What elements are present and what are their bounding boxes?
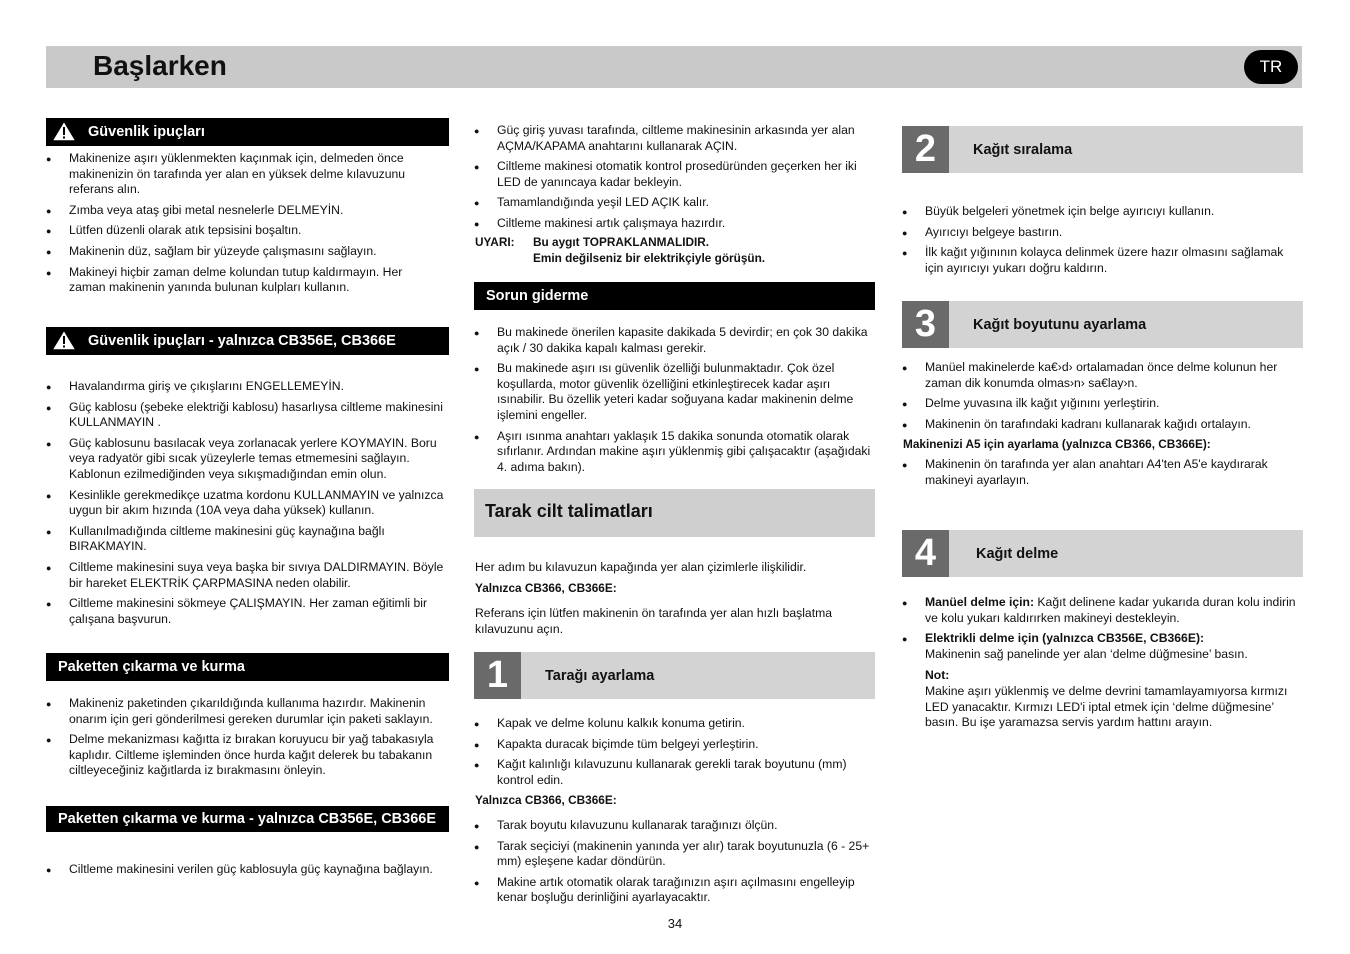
troubleshooting-list [474,325,876,480]
page-header [46,46,1302,88]
list-item: ● Güç kablosu (şebeke elektriği kablosu) hasarlıysa ciltleme makinesini KULLANMAYIN . [46,400,448,431]
step-title: Kağıt delme [976,545,1059,562]
list-item: ● Kapakta duracak biçimde tüm belgeyi yerleştirin. [474,737,876,753]
step-4-heading [902,530,1303,577]
list-item: ● Makineniz paketinden çıkarıldığında kullanıma hazırdır. Makinenin onarım için geri gönderilmesi gereken durumlar için paketi saklayın. [46,696,448,727]
list-item: ● Ciltleme makinesini sökmeye ÇALIŞMAYIN. Her zaman eğitimli bir çalışana başvurun. [46,596,448,627]
list-item: ● Makinenin ön tarafında yer alan anahtarı A4'ten A5'e kaydırarak makineyi ayarlayın. [902,457,1304,488]
list-item: ● Tarak seçiciyi (makinenin yanında yer alır) tarak boyutunuzla (6 - 25+ mm) eşleşene kadar döndürün. [474,839,876,870]
list-item: ● Ayırıcıyı belgeye bastırın. [902,225,1302,241]
unpacking-list [46,696,448,784]
unpacking-electric-heading: Paketten çıkarma ve kurma - yalnızca CB356E, CB366E [46,806,449,832]
list-item: ● Delme mekanizması kağıtta iz bırakan koruyucu bir yağ tabakasıyla kaplıdır. Ciltleme işleminden önce hurda kağıt delerek bu tabakanın ciltleyeceğiniz kağıtlarda iz bırakmasını önleyin. [46,732,448,779]
power-on-list [474,123,874,237]
step-title: Kağıt boyutunu ayarlama [973,316,1147,333]
warning-icon [51,120,77,142]
safety-tips-electric-heading: Güvenlik ipuçları - yalnızca CB356E, CB366E [46,327,449,355]
comb-binding-heading: Tarak cilt talimatları [474,489,875,537]
list-item: ● İlk kağıt yığınının kolayca delinmek üzere hazır olmasını sağlamak için ayırıcıyı yukarı doğru kaldırın. [902,245,1302,276]
list-item: ● Manüel makinelerde ka€›d› ortalamadan önce delme kolunun her zaman dik konumda olmas›n› sa€lay›n. [902,360,1304,391]
step-2-list [902,204,1302,281]
list-item: ● Manüel delme için: Kağıt delinene kadar yukarıda duran kolu indirin ve kolu yukarı kaldırırken makineyi destekleyin. [902,595,1304,626]
unpacking-electric-list [46,862,436,883]
list-item: ● Makinenin düz, sağlam bir yüzeyde çalışmasını sağlayın. [46,244,436,260]
safety-tips-list [46,151,436,301]
step-title: Kağıt sıralama [973,141,1073,158]
list-item: ● Lütfen düzenli olarak atık tepsisini boşaltın. [46,223,436,239]
list-item: ● Kağıt kalınlığı kılavuzunu kullanarak gerekli tarak boyutunu (mm) kontrol edin. [474,757,876,788]
warning-note: UYARI: Bu aygıt TOPRAKLANMALIDIR. Emin değilseniz bir elektrikçiyle görüşün. [475,235,766,265]
list-item: ● Güç giriş yuvası tarafında, ciltleme makinesinin arkasında yer alan AÇMA/KAPAMA anahtarını kullanarak AÇIN. [474,123,874,154]
list-item: ● Ciltleme makinesi artık çalışmaya hazırdır. [474,216,874,232]
list-item: ● Bu makinede önerilen kapasite dakikada 5 devirdir; en çok 30 dakika açık / 30 dakika kapalı kalması gerekir. [474,325,876,356]
page-number: 34 [667,916,683,931]
step-3-a5-note: Makinenizi A5 için ayarlama (yalnızca CB366, CB366E): [903,437,1211,451]
step-4-list [902,595,1304,736]
step-1-list [474,716,876,793]
list-item: ● Kullanılmadığında ciltleme makinesini güç kaynağına bağlı BIRAKMAYIN. [46,524,448,555]
warning-icon [51,329,77,351]
language-badge: TR [1244,50,1298,84]
troubleshooting-heading: Sorun giderme [474,282,875,310]
comb-only-note: Yalnızca CB366, CB366E: [475,581,617,595]
list-item: ● Makinenin ön tarafındaki kadranı kullanarak kağıdı ortalayın. [902,417,1304,433]
list-item: ● Aşırı ısınma anahtarı yaklaşık 15 dakika sonunda otomatik olarak sıfırlanır. Ardından makine aşırı yüklenmiş gibi çalışacaktır (aşağıdaki 4. adıma bakın). [474,429,876,476]
page-title: Başlarken [93,50,227,81]
list-item: ● Elektrikli delme için (yalnızca CB356E, CB366E): Makinenin sağ panelinde yer alan ‘delme düğmesine’ basın. Not: Makine aşırı yüklenmiş ve delme devrini tamamlayamıyorsa kırmızı LED yanacaktır. Kırmızı LED'i iptal etmek için ‘delme düğmesine’ basın. Bu işe yaramazsa servis yardım hattını arayın. [902,631,1304,731]
list-item: ● Delme yuvasına ilk kağıt yığınını yerleştirin. [902,396,1304,412]
step-number: 4 [902,530,949,577]
step-3-list [902,360,1304,437]
unpacking-heading: Paketten çıkarma ve kurma [46,653,449,681]
step-number: 3 [902,301,949,348]
safety-tips-electric-list [46,379,448,632]
list-item: ● Kapak ve delme kolunu kalkık konuma getirin. [474,716,876,732]
list-item: ● Kesinlikle gerekmedikçe uzatma kordonu KULLANMAYIN ve yalnızca uygun bir akım hızında (10A veya daha yüksek) kullanın. [46,488,448,519]
list-item: ● Makineyi hiçbir zaman delme kolundan tutup kaldırmayın. Her zaman makinenin yanında bulunan kulpları kullanın. [46,265,436,296]
list-item: ● Tarak boyutu kılavuzunu kullanarak tarağınızı ölçün. [474,818,876,834]
step-1-only-note: Yalnızca CB366, CB366E: [475,793,617,807]
list-item: ● Büyük belgeleri yönetmek için belge ayırıcıyı kullanın. [902,204,1302,220]
safety-tips-heading: Güvenlik ipuçları [46,118,449,146]
list-item: ● Güç kablosunu basılacak veya zorlanacak yerlere KOYMAYIN. Boru veya radyatör gibi sıcak yüzeylerle temas etmemesini sağlayın. Kablonun ezilmediğinden veya sıkışmadığından emin olun. [46,436,448,483]
step-3-heading [902,301,1303,348]
comb-intro: Her adım bu kılavuzun kapağında yer alan çizimlerle ilişkilidir. [475,560,807,574]
list-item: ● Havalandırma giriş ve çıkışlarını ENGELLEMEYİN. [46,379,448,395]
list-item: ● Makine artık otomatik olarak tarağınızın aşırı açılmasını engelleyip kenar boşluğu derinliğini ayarlayacaktır. [474,875,876,906]
step-2-heading [902,126,1303,173]
list-item: ● Ciltleme makinesi otomatik kontrol prosedüründen geçerken her iki LED de yanıncaya kadar bekleyin. [474,159,874,190]
comb-reference: Referans için lütfen makinenin ön tarafında yer alan hızlı başlatma kılavuzunu açın. [475,606,833,636]
list-item: ● Tamamlandığında yeşil LED AÇIK kalır. [474,195,874,211]
step-title: Tarağı ayarlama [545,667,655,684]
step-1-list-2 [474,818,876,911]
step-number: 1 [474,652,521,699]
list-item: ● Ciltleme makinesini verilen güç kablosuyla güç kaynağına bağlayın. [46,862,436,878]
step-1-heading [474,652,875,699]
list-item: ● Zımba veya ataş gibi metal nesnelerle DELMEYİN. [46,203,436,219]
list-item: ● Ciltleme makinesini suya veya başka bir sıvıya DALDIRMAYIN. Böyle bir hareket ELEKTRİK ÇARPMASINA neden olabilir. [46,560,448,591]
list-item: ● Bu makinede aşırı ısı güvenlik özelliği bulunmaktadır. Çok özel koşullarda, motor güvenlik özelliğini etkinleştirecek kadar aşırı ısınabilir. Bu özellik yeteri kadar soğuyana kadar makinenin delme işlemini engeller. [474,361,876,423]
list-item: ● Makinenize aşırı yüklenmekten kaçınmak için, delmeden önce makinenizin ön tarafında yer alan en yüksek delme kılavuzunu referans alın. [46,151,436,198]
step-number: 2 [902,126,949,173]
step-3-list-2 [902,457,1304,493]
